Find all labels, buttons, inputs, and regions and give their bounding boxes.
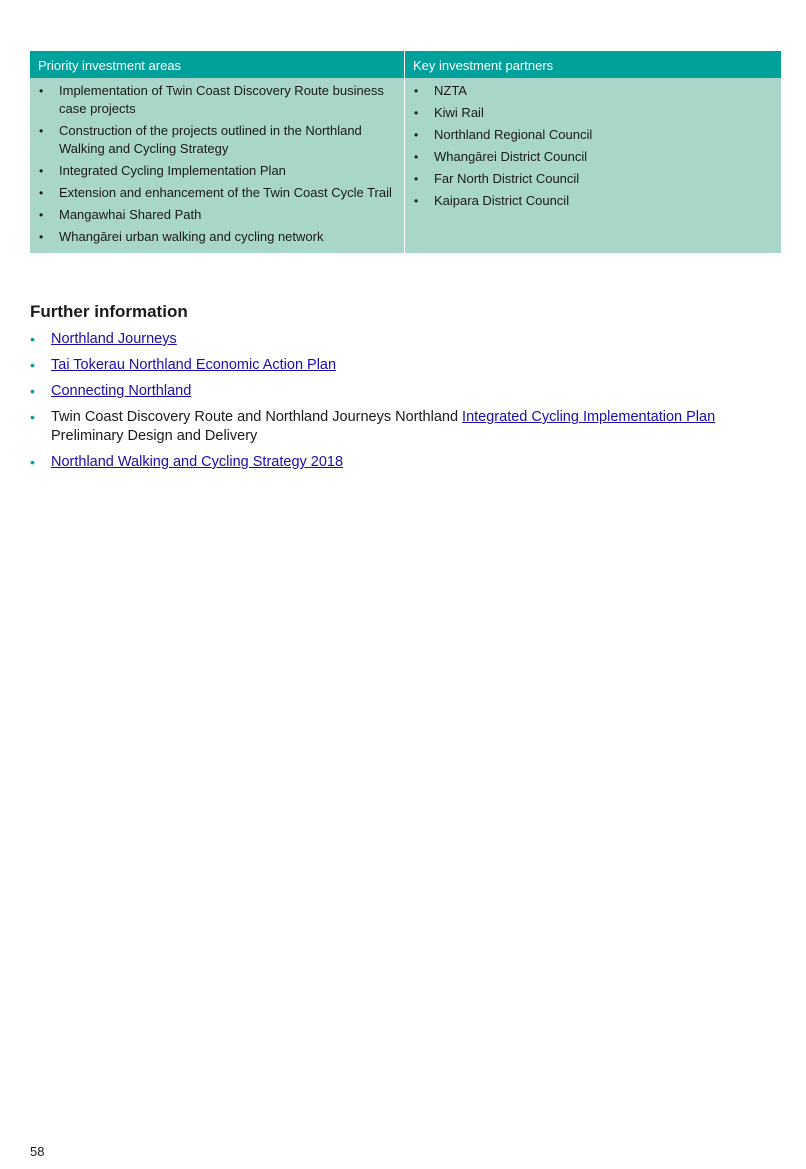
list-item [413, 148, 773, 166]
list-item [30, 330, 780, 349]
list-item-text: Implementation of Twin Coast Discovery Route business case projects [59, 83, 384, 116]
list-item-text: Whangārei urban walking and cycling network [59, 229, 324, 244]
list-item-text: NZTA [433, 83, 467, 98]
bullet-icon: • [30, 383, 35, 399]
table-body-row [30, 78, 781, 253]
list-item [30, 356, 780, 375]
list-item-text: Construction of the projects outlined in the Northland Walking and Cycling Strategy [59, 123, 362, 156]
bullet-icon: • [30, 331, 35, 347]
list-item-text: Kiwi Rail [433, 105, 484, 120]
list-item [38, 206, 396, 224]
list-item [413, 104, 773, 122]
list-item-text: Northland Regional Council [433, 127, 593, 142]
list-item-text: Extension and enhancement of the Twin Coast Cycle Trail [59, 185, 392, 200]
economic-action-plan-link[interactable]: Tai Tokerau Northland Economic Action Plan [51, 357, 337, 373]
bullet-icon: • [30, 409, 35, 425]
list-item [30, 408, 780, 446]
bullet-icon: • [39, 230, 44, 244]
further-information-heading: Further information [30, 302, 188, 321]
bullet-icon: • [413, 106, 419, 120]
northland-journeys-link[interactable]: Northland Journeys [51, 331, 177, 347]
list-item-text: Mangawhai Shared Path [59, 207, 202, 222]
list-item-text: Integrated Cycling Implementation Plan [59, 163, 286, 178]
header-priority-areas: Priority investment areas [30, 51, 404, 78]
list-item-text: Kaipara District Council [433, 193, 570, 208]
list-item-text: Whangārei District Council [433, 149, 588, 164]
list-item-text: Far North District Council [433, 171, 580, 186]
list-item [38, 228, 396, 246]
investment-table [30, 51, 781, 253]
bullet-icon: • [39, 164, 44, 178]
bullet-icon: • [39, 124, 44, 138]
bullet-icon: • [39, 84, 44, 98]
connecting-northland-link[interactable]: Connecting Northland [51, 383, 192, 399]
bullet-icon: • [39, 208, 44, 222]
twin-coast-text: Twin Coast Discovery Route and Northland Journeys Northland [51, 409, 463, 425]
bullet-icon: • [413, 172, 419, 186]
bullet-icon: • [413, 84, 419, 98]
list-item [413, 192, 773, 210]
priority-areas-list [38, 82, 396, 246]
bullet-icon: • [413, 194, 419, 208]
list-item [38, 122, 396, 158]
list-item [30, 382, 780, 401]
walking-cycling-strategy-link[interactable]: Northland Walking and Cycling Strategy 2018 [51, 454, 344, 470]
list-item [30, 453, 780, 472]
bullet-icon: • [30, 357, 35, 373]
cycling-implementation-plan-link[interactable]: Integrated Cycling Implementation Plan [462, 409, 716, 425]
page-number: 58 [30, 1144, 45, 1159]
preliminary-design-text: Preliminary Design and Delivery [51, 428, 258, 444]
list-item [38, 162, 396, 180]
list-item [413, 126, 773, 144]
list-item [38, 184, 396, 202]
key-partners-list [413, 82, 773, 210]
bullet-icon: • [30, 454, 35, 470]
list-item [413, 82, 773, 100]
priority-areas-cell [30, 78, 404, 253]
bullet-icon: • [413, 150, 419, 164]
bullet-icon: • [39, 186, 44, 200]
bullet-icon: • [413, 128, 419, 142]
further-information-list [30, 330, 780, 479]
header-key-partners: Key investment partners [404, 51, 781, 78]
list-item [413, 170, 773, 188]
table-header-row [30, 51, 781, 78]
list-item [38, 82, 396, 118]
key-partners-cell [404, 78, 781, 253]
